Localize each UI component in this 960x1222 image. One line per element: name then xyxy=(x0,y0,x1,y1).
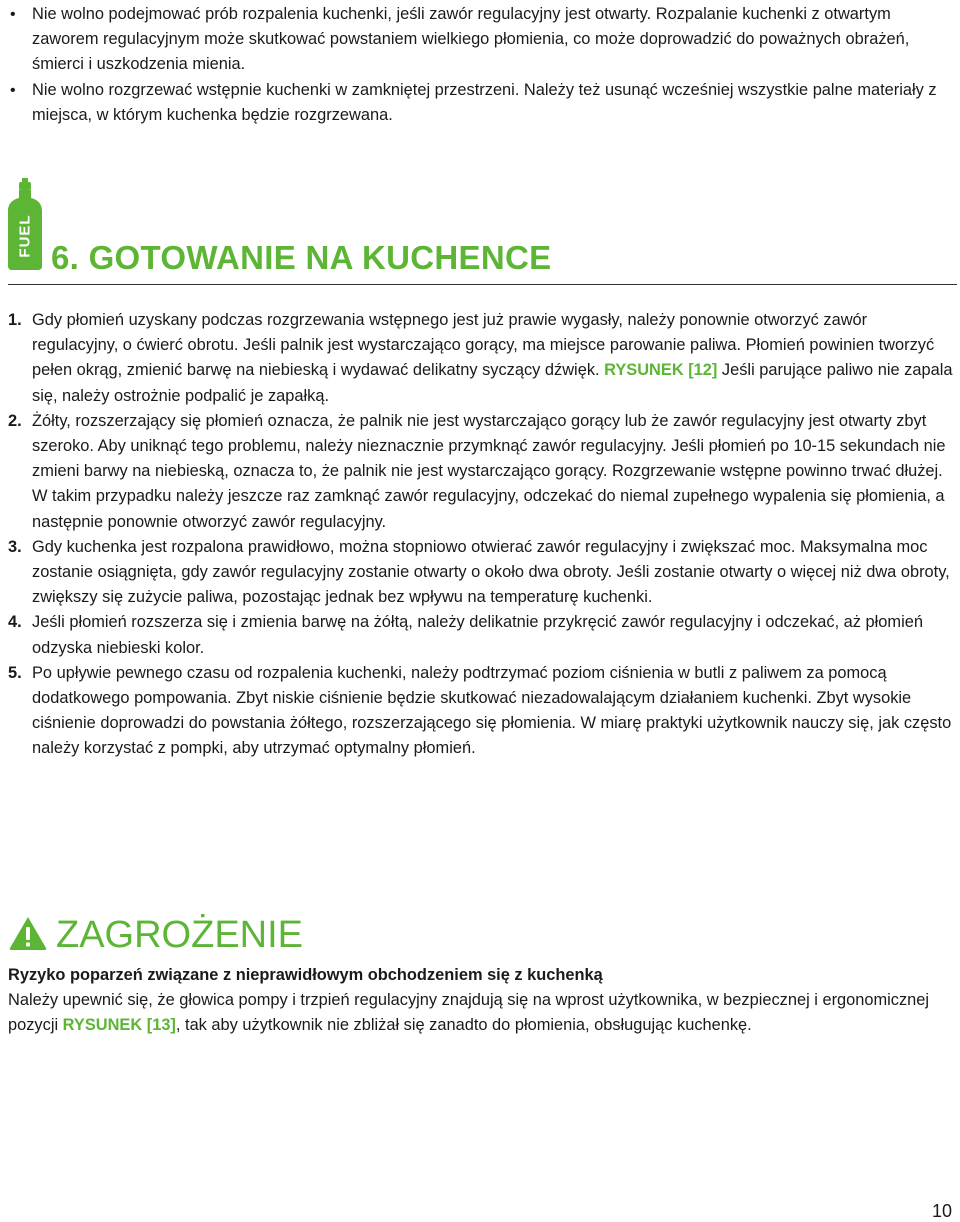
intro-bullet-list xyxy=(8,2,948,128)
section-title: 6. GOTOWANIE NA KUCHENCE xyxy=(51,239,552,276)
section-header xyxy=(8,178,957,285)
step-item xyxy=(8,409,953,535)
figure-reference-link[interactable]: RYSUNEK [12] xyxy=(604,361,718,380)
step-item xyxy=(8,535,953,611)
danger-text-part: Należy upewnić się, że głowica pompy i trzpień regulacyjny znajdują się na wprost użytkownika, w bezpiecznej i ergonomicznej pozycji xyxy=(8,991,930,1035)
steps-list xyxy=(8,308,953,762)
step-text: Gdy płomień uzyskany podczas rozgrzewania wstępnego jest już prawie wygasły, należy ponownie otworzyć zawór regulacyjny, o ćwierć obrotu. Jeśli palnik jest wystarczająco gorący, ma miejsce parowanie paliwa. Płomień powinien tworzyć pełen okrąg, zmienić barwę na niebieską i wydawać delikatny syczący dźwięk. xyxy=(32,311,935,380)
fuel-bottle-icon xyxy=(8,178,42,270)
bullet-item: • Nie wolno podejmować prób rozpalenia kuchenki, jeśli zawór regulacyjny jest otwarty. Rozpalanie kuchenki z otwartym zaworem regulacyjnym może skutkować powstaniem wielkiego płomienia, co może doprowadzić do poważnych obrażeń, śmierci i uszkodzenia mienia. xyxy=(8,2,948,78)
step-number: 3. xyxy=(8,537,22,556)
danger-body xyxy=(8,963,953,1039)
step-number: 4. xyxy=(8,613,22,632)
step-number: 2. xyxy=(8,411,22,430)
step-text: Po upływie pewnego czasu od rozpalenia kuchenki, należy podtrzymać poziom ciśnienia w butli z paliwem za pomocą dodatkowego pompowania. Zbyt niskie ciśnienie będzie skutkować niezadowalającym działaniem kuchenki. Zbyt wysokie ciśnienie doprowadzi do powstania żółtego, rozszerzającego się płomienia. W miarę praktyki użytkownik nauczy się, jak często należy korzystać z pompki, aby utrzymać optymalny płomień. xyxy=(32,663,952,758)
danger-text xyxy=(8,988,953,1038)
danger-title: ZAGROŻENIE xyxy=(56,914,304,956)
step-number: 1. xyxy=(8,311,22,329)
step-text: Jeśli płomień rozszerza się i zmienia barwę na żółtą, należy delikatnie przykręcić zawór regulacyjny i odczekać, aż płomień odzyska niebieski kolor. xyxy=(32,613,923,657)
step-text: Jeśli parujące paliwo nie zapala się, należy ostrożnie podpalić je zapałką. xyxy=(32,361,953,405)
danger-subtitle: Ryzyko poparzeń związane z nieprawidłowym obchodzeniem się z kuchenką xyxy=(8,966,603,984)
figure-reference-link[interactable]: RYSUNEK [13] xyxy=(62,1016,176,1035)
fuel-icon-label: FUEL xyxy=(16,214,34,258)
step-number: 5. xyxy=(8,663,22,682)
step-text: Żółty, rozszerzający się płomień oznacza, że palnik nie jest wystarczająco gorący lub że zawór regulacyjny jest otwarty zbyt szeroko. Aby uniknąć tego problemu, należy nieznacznie przymknąć zawór regulacyjny. Jeśli płomień po 10-15 sekundach nie zmieni barwy na niebieską, oznacza to, że palnik nie jest wystarczająco gorący. Rozgrzewanie wstępne powinno trwać dłużej. W takim przypadku należy jeszcze raz zamknąć zawór regulacyjny, odczekać do niemal zupełnego wypalenia się płomienia, a następnie ponownie otworzyć zawór regulacyjny. xyxy=(32,411,946,531)
step-text: Gdy kuchenka jest rozpalona prawidłowo, można stopniowo otwierać zawór regulacyjny i zwiększać moc. Maksymalna moc zostanie osiągnięta, gdy zawór regulacyjny zostanie otwarty o około dwa obroty. Jeśli zostanie otwarty o więcej niż dwa obroty, zwiększy się zużycie paliwa, pozostając jednak bez wpływu na temperaturę kuchenki. xyxy=(32,537,950,607)
bullet-item: • Nie wolno rozgrzewać wstępnie kuchenki w zamkniętej przestrzeni. Należy też usunąć wcześniej wszystkie palne materiały z miejsca, w którym kuchenka będzie rozgrzewana. xyxy=(8,78,948,128)
page-number: 10 xyxy=(931,1201,952,1221)
step-item xyxy=(8,308,953,409)
warning-triangle-icon xyxy=(8,915,48,951)
danger-text-part: , tak aby użytkownik nie zbliżał się zanadto do płomienia, obsługując kuchenkę. xyxy=(175,1016,752,1035)
step-item xyxy=(8,610,953,660)
danger-header xyxy=(8,910,608,962)
step-item xyxy=(8,661,953,762)
